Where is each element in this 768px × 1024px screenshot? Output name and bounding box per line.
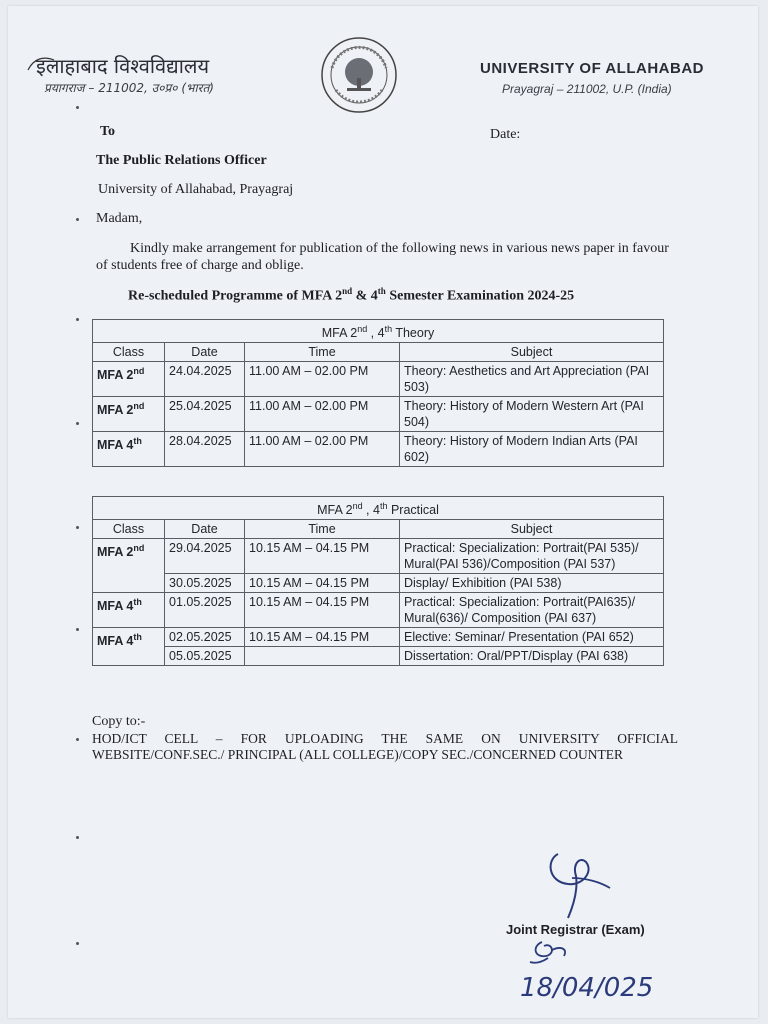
column-header-subject: Subject: [400, 343, 664, 362]
hindi-address: प्रयागराज – 211002, उ०प्र० (भारत): [44, 81, 214, 95]
schedule-heading: Re-scheduled Programme of MFA 2nd & 4th Semester Examination 2024-25: [128, 286, 575, 304]
university-seal-icon: [320, 36, 398, 114]
subject-cell: Practical: Specialization: Portrait(PAI635)/ Mural(636)/ Composition (PAI 637): [400, 593, 664, 628]
signer-designation: Joint Registrar (Exam): [506, 922, 645, 937]
margin-dot: [76, 218, 79, 221]
subject-cell: Elective: Seminar/ Presentation (PAI 652): [400, 628, 664, 647]
margin-dot: [76, 628, 79, 631]
salutation: Madam,: [96, 211, 143, 226]
table-row: [93, 574, 664, 593]
class-cell: MFA 2nd: [93, 397, 165, 432]
margin-dot: [76, 738, 79, 741]
column-header-class: Class: [93, 520, 165, 539]
copy-to-label: Copy to:-: [92, 714, 146, 729]
table-row: [93, 362, 664, 397]
time-cell: 10.15 AM – 04.15 PM: [245, 539, 400, 574]
column-header-time: Time: [245, 520, 400, 539]
column-header-date: Date: [165, 520, 245, 539]
column-header-class: Class: [93, 343, 165, 362]
class-cell: MFA 4th: [93, 628, 165, 666]
class-cell: MFA 2nd: [93, 539, 165, 593]
recipient-org: University of Allahabad, Prayagraj: [98, 182, 294, 197]
subject-cell: Dissertation: Oral/PPT/Display (PAI 638): [400, 647, 664, 666]
class-cell: MFA 4th: [93, 432, 165, 467]
table-row: [93, 539, 664, 574]
time-cell: [245, 647, 400, 666]
table-row: [93, 628, 664, 647]
time-cell: 11.00 AM – 02.00 PM: [245, 397, 400, 432]
date-cell: 24.04.2025: [165, 362, 245, 397]
class-cell: MFA 2nd: [93, 362, 165, 397]
time-cell: 10.15 AM – 04.15 PM: [245, 593, 400, 628]
english-university-name: UNIVERSITY OF ALLAHABAD: [480, 60, 705, 77]
column-header-date: Date: [165, 343, 245, 362]
column-header-time: Time: [245, 343, 400, 362]
subject-cell: Theory: History of Modern Indian Arts (PAI 602): [400, 432, 664, 467]
handwritten-initials-and-date: [512, 936, 662, 1016]
margin-dot: [76, 836, 79, 839]
date-cell: 25.04.2025: [165, 397, 245, 432]
date-cell: 30.05.2025: [165, 574, 245, 593]
practical-table-title: MFA 2nd , 4th Practical: [93, 497, 664, 520]
subject-cell: Display/ Exhibition (PAI 538): [400, 574, 664, 593]
date-cell: 05.05.2025: [165, 647, 245, 666]
theory-table-title: MFA 2nd , 4th Theory: [93, 320, 664, 343]
table-row: [93, 647, 664, 666]
class-cell: MFA 4th: [93, 593, 165, 628]
practical-table: [92, 496, 664, 666]
letter-page: [8, 6, 758, 1018]
time-cell: 10.15 AM – 04.15 PM: [245, 628, 400, 647]
table-row: [93, 593, 664, 628]
time-cell: 11.00 AM – 02.00 PM: [245, 432, 400, 467]
subject-cell: Practical: Specialization: Portrait(PAI 535)/ Mural(PAI 536)/Composition (PAI 537): [400, 539, 664, 574]
margin-dot: [76, 106, 79, 109]
time-cell: 10.15 AM – 04.15 PM: [245, 574, 400, 593]
date-cell: 28.04.2025: [165, 432, 245, 467]
letter-body: Kindly make arrangement for publication of the following news in various news paper in favour of students free of charge and oblige.: [96, 241, 669, 273]
table-row: [93, 432, 664, 467]
svg-text:18/04/025: 18/04/025: [520, 973, 654, 1003]
hindi-university-name: इलाहाबाद विश्वविद्यालय: [36, 54, 210, 78]
date-cell: 29.04.2025: [165, 539, 245, 574]
margin-dot: [76, 422, 79, 425]
subject-cell: Theory: Aesthetics and Art Appreciation (PAI 503): [400, 362, 664, 397]
date-label: Date:: [490, 127, 521, 142]
copy-to-text: HOD/ICT CELL – FOR UPLOADING THE SAME ON UNIVERSITY OFFICIAL WEBSITE/CONF.SEC./ PRINCIPAL (ALL COLLEGE)/COPY SEC./CONCERNED COUNTER: [92, 731, 678, 762]
theory-table: [92, 319, 664, 467]
margin-dot: [76, 942, 79, 945]
table-row: [93, 397, 664, 432]
margin-dot: [76, 526, 79, 529]
date-cell: 01.05.2025: [165, 593, 245, 628]
date-cell: 02.05.2025: [165, 628, 245, 647]
margin-dot: [76, 318, 79, 321]
column-header-subject: Subject: [400, 520, 664, 539]
english-address: Prayagraj – 211002, U.P. (India): [502, 82, 672, 96]
subject-cell: Theory: History of Modern Western Art (PAI 504): [400, 397, 664, 432]
time-cell: 11.00 AM – 02.00 PM: [245, 362, 400, 397]
handwritten-signature: [538, 848, 618, 923]
to-label: To: [100, 124, 116, 139]
recipient-title: The Public Relations Officer: [96, 153, 267, 168]
